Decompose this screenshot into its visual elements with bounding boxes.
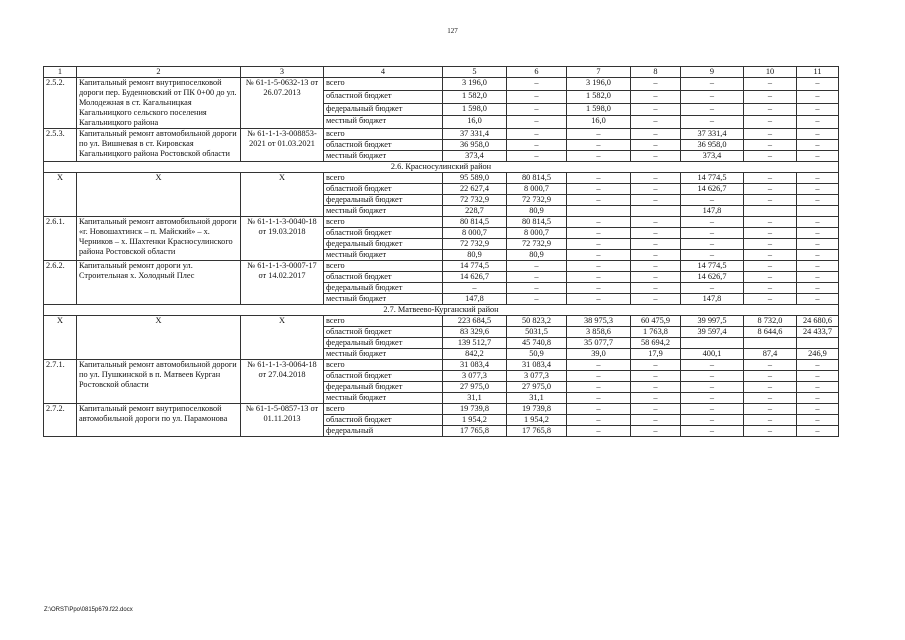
amount-cell: – — [567, 415, 631, 426]
amount-cell: 72 732,9 — [443, 195, 507, 206]
amount-cell: 3 858,6 — [567, 327, 631, 338]
budget-label: федеральный бюджет — [324, 103, 443, 116]
amount-cell: – — [797, 360, 839, 371]
amount-cell: 14 626,7 — [443, 272, 507, 283]
amount-cell: – — [507, 151, 567, 162]
amount-cell: 1 598,0 — [567, 103, 631, 116]
budget-label: местный бюджет — [324, 393, 443, 404]
budget-label: областной бюджет — [324, 327, 443, 338]
amount-cell: – — [631, 393, 681, 404]
budget-table — [43, 66, 839, 437]
amount-cell: 45 740,8 — [507, 338, 567, 349]
amount-cell: 35 077,7 — [567, 338, 631, 349]
amount-cell: 83 329,6 — [443, 327, 507, 338]
amount-cell: – — [797, 261, 839, 272]
amount-cell: – — [797, 129, 839, 140]
amount-cell: – — [744, 415, 797, 426]
amount-cell: 80 814,5 — [507, 217, 567, 228]
amount-cell: – — [681, 404, 744, 415]
amount-cell: 80 814,5 — [443, 217, 507, 228]
amount-cell: 8 000,7 — [507, 228, 567, 239]
item-name: Х — [77, 173, 241, 217]
amount-cell: – — [681, 382, 744, 393]
amount-cell: 1 763,8 — [631, 327, 681, 338]
amount-cell: – — [681, 393, 744, 404]
amount-cell: – — [681, 217, 744, 228]
amount-cell: – — [567, 195, 631, 206]
amount-cell: – — [507, 140, 567, 151]
amount-cell: 373,4 — [681, 151, 744, 162]
budget-label: местный бюджет — [324, 151, 443, 162]
amount-cell: 1 582,0 — [567, 90, 631, 103]
amount-cell: – — [567, 272, 631, 283]
amount-cell: – — [797, 103, 839, 116]
amount-cell: 1 954,2 — [507, 415, 567, 426]
amount-cell: – — [507, 294, 567, 305]
amount-cell: – — [744, 90, 797, 103]
amount-cell: 37 331,4 — [443, 129, 507, 140]
amount-cell: 39,0 — [567, 349, 631, 360]
item-document: № 61-1-1-3-0007-17 от 14.02.2017 — [241, 261, 324, 305]
amount-cell: – — [567, 173, 631, 184]
item-name: Капитальный ремонт внутрипоселковой дороги пер. Буденновский от ПК 0+00 до ул. Молодежная в ст. Кагальницкая Кагальницкого сельского поселения Кагальницкого района — [77, 78, 241, 129]
item-name: Капитальный ремонт автомобильной дороги «г. Новошахтинск – п. Майский» – х. Черников – х. Шахтенки Красносулинского района Ростовской области — [77, 217, 241, 261]
amount-cell: 27 975,0 — [507, 382, 567, 393]
amount-cell: – — [567, 217, 631, 228]
amount-cell: – — [797, 404, 839, 415]
amount-cell: 17 765,8 — [443, 426, 507, 437]
amount-cell: – — [681, 78, 744, 91]
table-row — [44, 360, 839, 371]
amount-cell: – — [797, 78, 839, 91]
amount-cell: 24 680,6 — [797, 316, 839, 327]
amount-cell: 139 512,7 — [443, 338, 507, 349]
column-header: 7 — [567, 67, 631, 78]
amount-cell: – — [631, 283, 681, 294]
budget-label: всего — [324, 360, 443, 371]
amount-cell: 842,2 — [443, 349, 507, 360]
amount-cell: – — [567, 151, 631, 162]
amount-cell: – — [744, 393, 797, 404]
amount-cell: 58 694,2 — [631, 338, 681, 349]
item-number: 2.7.1. — [44, 360, 77, 404]
amount-cell: – — [744, 116, 797, 129]
column-header: 4 — [324, 67, 443, 78]
amount-cell: – — [631, 78, 681, 91]
amount-cell: – — [797, 228, 839, 239]
amount-cell: 72 732,9 — [507, 195, 567, 206]
item-document: № 61-1-1-3-0040-18 от 19.03.2018 — [241, 217, 324, 261]
amount-cell: 373,4 — [443, 151, 507, 162]
amount-cell: – — [507, 116, 567, 129]
item-document: № 61-1-1-3-008853-2021 от 01.03.2021 — [241, 129, 324, 162]
column-header: 3 — [241, 67, 324, 78]
budget-label: всего — [324, 261, 443, 272]
budget-label: областной бюджет — [324, 90, 443, 103]
amount-cell: 223 684,5 — [443, 316, 507, 327]
amount-cell: 3 196,0 — [443, 78, 507, 91]
amount-cell: – — [744, 261, 797, 272]
amount-cell: – — [631, 116, 681, 129]
item-document: Х — [241, 173, 324, 217]
amount-cell: – — [631, 129, 681, 140]
amount-cell: 80,9 — [507, 250, 567, 261]
amount-cell: – — [631, 426, 681, 437]
amount-cell: – — [567, 426, 631, 437]
amount-cell: – — [631, 239, 681, 250]
amount-cell: – — [567, 294, 631, 305]
budget-label: местный бюджет — [324, 250, 443, 261]
amount-cell: – — [631, 151, 681, 162]
amount-cell: 37 331,4 — [681, 129, 744, 140]
amount-cell: – — [567, 250, 631, 261]
section-title: 2.7. Матвеево-Курганский район — [44, 305, 839, 316]
budget-label: областной бюджет — [324, 228, 443, 239]
budget-label: местный бюджет — [324, 206, 443, 217]
amount-cell: – — [507, 261, 567, 272]
amount-cell — [744, 206, 797, 217]
amount-cell — [744, 338, 797, 349]
amount-cell: – — [567, 371, 631, 382]
amount-cell: 19 739,8 — [443, 404, 507, 415]
amount-cell: 22 627,4 — [443, 184, 507, 195]
amount-cell: – — [631, 140, 681, 151]
amount-cell: – — [631, 228, 681, 239]
budget-label: местный бюджет — [324, 349, 443, 360]
amount-cell: – — [631, 404, 681, 415]
amount-cell: – — [797, 294, 839, 305]
section-row — [44, 162, 839, 173]
amount-cell: – — [797, 173, 839, 184]
amount-cell — [631, 206, 681, 217]
item-document: Х — [241, 316, 324, 360]
amount-cell: 147,8 — [681, 294, 744, 305]
amount-cell: – — [797, 250, 839, 261]
budget-label: всего — [324, 316, 443, 327]
amount-cell: 14 626,7 — [681, 272, 744, 283]
amount-cell: 246,9 — [797, 349, 839, 360]
budget-label: всего — [324, 78, 443, 91]
item-number: 2.5.3. — [44, 129, 77, 162]
column-header: 2 — [77, 67, 241, 78]
item-number: Х — [44, 173, 77, 217]
budget-label: областной бюджет — [324, 272, 443, 283]
amount-cell: 80,9 — [443, 250, 507, 261]
amount-cell: 147,8 — [443, 294, 507, 305]
amount-cell: – — [797, 272, 839, 283]
amount-cell: – — [631, 173, 681, 184]
budget-label: областной бюджет — [324, 140, 443, 151]
amount-cell — [797, 206, 839, 217]
amount-cell: – — [744, 382, 797, 393]
amount-cell: 8 000,7 — [443, 228, 507, 239]
amount-cell: – — [631, 90, 681, 103]
amount-cell: – — [797, 283, 839, 294]
budget-label: всего — [324, 129, 443, 140]
amount-cell: – — [744, 426, 797, 437]
amount-cell: 1 598,0 — [443, 103, 507, 116]
amount-cell: – — [797, 184, 839, 195]
amount-cell: – — [631, 272, 681, 283]
amount-cell: – — [567, 140, 631, 151]
budget-label: местный бюджет — [324, 116, 443, 129]
amount-cell: – — [507, 283, 567, 294]
amount-cell: – — [507, 272, 567, 283]
file-path-footer: Z:\ORST\Ppo\0815p679.f22.docx — [44, 607, 133, 613]
amount-cell: – — [681, 250, 744, 261]
amount-cell: 17,9 — [631, 349, 681, 360]
item-document: № 61-1-5-0857-13 от 01.11.2013 — [241, 404, 324, 437]
amount-cell: – — [631, 294, 681, 305]
amount-cell: – — [681, 116, 744, 129]
amount-cell: – — [567, 239, 631, 250]
column-header: 10 — [744, 67, 797, 78]
item-number: 2.5.2. — [44, 78, 77, 129]
amount-cell: – — [744, 272, 797, 283]
column-header: 11 — [797, 67, 839, 78]
amount-cell: – — [507, 90, 567, 103]
amount-cell: – — [744, 294, 797, 305]
amount-cell: – — [744, 184, 797, 195]
amount-cell: – — [567, 228, 631, 239]
amount-cell: – — [567, 382, 631, 393]
amount-cell: – — [744, 151, 797, 162]
table-header-row — [44, 67, 839, 78]
item-document: № 61-1-1-3-0064-18 от 27.04.2018 — [241, 360, 324, 404]
amount-cell: – — [631, 382, 681, 393]
amount-cell: 1 582,0 — [443, 90, 507, 103]
amount-cell: – — [744, 404, 797, 415]
amount-cell — [681, 338, 744, 349]
amount-cell: 87,4 — [744, 349, 797, 360]
budget-label: федеральный бюджет — [324, 239, 443, 250]
amount-cell: 31,1 — [443, 393, 507, 404]
amount-cell: – — [507, 103, 567, 116]
amount-cell: 24 433,7 — [797, 327, 839, 338]
budget-label: федеральный — [324, 426, 443, 437]
amount-cell: – — [631, 217, 681, 228]
amount-cell: 60 475,9 — [631, 316, 681, 327]
item-number: 2.6.2. — [44, 261, 77, 305]
amount-cell: 19 739,8 — [507, 404, 567, 415]
amount-cell: 95 589,0 — [443, 173, 507, 184]
item-name: Капитальный ремонт дороги ул. Строительная х. Холодный Плес — [77, 261, 241, 305]
budget-label: федеральный бюджет — [324, 283, 443, 294]
amount-cell: – — [631, 184, 681, 195]
amount-cell: – — [797, 239, 839, 250]
amount-cell: – — [631, 261, 681, 272]
amount-cell: 80 814,5 — [507, 173, 567, 184]
amount-cell: – — [681, 360, 744, 371]
amount-cell: 31 083,4 — [507, 360, 567, 371]
amount-cell: 36 958,0 — [681, 140, 744, 151]
amount-cell: 8 000,7 — [507, 184, 567, 195]
budget-label: областной бюджет — [324, 415, 443, 426]
amount-cell: – — [631, 103, 681, 116]
amount-cell: 16,0 — [443, 116, 507, 129]
amount-cell: 72 732,9 — [507, 239, 567, 250]
item-number: 2.6.1. — [44, 217, 77, 261]
item-name: Капитальный ремонт внутрипоселковой автомобильной дороги по ул. Парамонова — [77, 404, 241, 437]
table-row — [44, 404, 839, 415]
amount-cell: – — [744, 195, 797, 206]
amount-cell: – — [443, 283, 507, 294]
amount-cell: – — [744, 129, 797, 140]
item-name: Х — [77, 316, 241, 360]
column-header: 8 — [631, 67, 681, 78]
amount-cell — [567, 206, 631, 217]
amount-cell: – — [681, 103, 744, 116]
amount-cell: 1 954,2 — [443, 415, 507, 426]
table-row — [44, 217, 839, 228]
amount-cell: 14 774,5 — [443, 261, 507, 272]
amount-cell: – — [744, 371, 797, 382]
table-row — [44, 78, 839, 91]
section-row — [44, 305, 839, 316]
budget-label: областной бюджет — [324, 184, 443, 195]
amount-cell: 80,9 — [507, 206, 567, 217]
amount-cell: 3 077,3 — [443, 371, 507, 382]
page-number: 127 — [447, 27, 458, 35]
item-name: Капитальный ремонт автомобильной дороги по ул. Пушкинской в п. Матвеев Курган Ростовской области — [77, 360, 241, 404]
amount-cell: – — [797, 195, 839, 206]
amount-cell: – — [681, 195, 744, 206]
amount-cell: – — [744, 250, 797, 261]
amount-cell: 38 975,3 — [567, 316, 631, 327]
budget-label: всего — [324, 217, 443, 228]
amount-cell: – — [631, 250, 681, 261]
amount-cell: – — [567, 404, 631, 415]
amount-cell: – — [681, 371, 744, 382]
amount-cell: – — [797, 116, 839, 129]
amount-cell: – — [744, 239, 797, 250]
amount-cell: – — [567, 393, 631, 404]
amount-cell: – — [744, 103, 797, 116]
budget-label: всего — [324, 173, 443, 184]
section-title: 2.6. Красносулинский район — [44, 162, 839, 173]
amount-cell: – — [797, 382, 839, 393]
item-document: № 61-1-5-0632-13 от 26.07.2013 — [241, 78, 324, 129]
amount-cell: 31,1 — [507, 393, 567, 404]
amount-cell: – — [744, 78, 797, 91]
amount-cell: – — [744, 283, 797, 294]
amount-cell: – — [631, 360, 681, 371]
amount-cell: 228,7 — [443, 206, 507, 217]
amount-cell: – — [681, 426, 744, 437]
amount-cell: 39 597,4 — [681, 327, 744, 338]
column-header: 1 — [44, 67, 77, 78]
amount-cell: – — [744, 217, 797, 228]
amount-cell: – — [797, 393, 839, 404]
amount-cell: 50,9 — [507, 349, 567, 360]
amount-cell: – — [507, 129, 567, 140]
amount-cell: – — [631, 415, 681, 426]
item-number: 2.7.2. — [44, 404, 77, 437]
budget-label: областной бюджет — [324, 371, 443, 382]
amount-cell: 39 997,5 — [681, 316, 744, 327]
column-header: 6 — [507, 67, 567, 78]
amount-cell: 147,8 — [681, 206, 744, 217]
amount-cell: – — [744, 173, 797, 184]
table-row — [44, 316, 839, 327]
amount-cell: 14 774,5 — [681, 261, 744, 272]
amount-cell: – — [797, 426, 839, 437]
amount-cell: 50 823,2 — [507, 316, 567, 327]
amount-cell: – — [681, 90, 744, 103]
amount-cell: 17 765,8 — [507, 426, 567, 437]
amount-cell: – — [797, 371, 839, 382]
budget-label: федеральный бюджет — [324, 195, 443, 206]
amount-cell: 3 077,3 — [507, 371, 567, 382]
amount-cell: – — [681, 415, 744, 426]
amount-cell: – — [797, 90, 839, 103]
amount-cell: 8 644,6 — [744, 327, 797, 338]
budget-label: местный бюджет — [324, 294, 443, 305]
amount-cell: – — [797, 217, 839, 228]
amount-cell: – — [681, 283, 744, 294]
amount-cell: – — [567, 129, 631, 140]
amount-cell: – — [744, 360, 797, 371]
amount-cell: – — [567, 184, 631, 195]
amount-cell: – — [797, 140, 839, 151]
amount-cell: 400,1 — [681, 349, 744, 360]
amount-cell: – — [681, 239, 744, 250]
amount-cell: – — [744, 140, 797, 151]
table-row — [44, 173, 839, 184]
amount-cell: 31 083,4 — [443, 360, 507, 371]
amount-cell: 3 196,0 — [567, 78, 631, 91]
amount-cell: 8 732,0 — [744, 316, 797, 327]
amount-cell: 5031,5 — [507, 327, 567, 338]
budget-label: федеральный бюджет — [324, 382, 443, 393]
amount-cell: – — [797, 151, 839, 162]
amount-cell: – — [631, 195, 681, 206]
amount-cell: 72 732,9 — [443, 239, 507, 250]
amount-cell: 16,0 — [567, 116, 631, 129]
column-header: 9 — [681, 67, 744, 78]
amount-cell: – — [567, 283, 631, 294]
budget-label: федеральный бюджет — [324, 338, 443, 349]
amount-cell: 27 975,0 — [443, 382, 507, 393]
amount-cell: – — [567, 261, 631, 272]
amount-cell: – — [631, 371, 681, 382]
amount-cell: – — [744, 228, 797, 239]
budget-label: всего — [324, 404, 443, 415]
table-row — [44, 261, 839, 272]
amount-cell: – — [681, 228, 744, 239]
amount-cell — [797, 338, 839, 349]
amount-cell: – — [567, 360, 631, 371]
amount-cell: 36 958,0 — [443, 140, 507, 151]
column-header: 5 — [443, 67, 507, 78]
item-name: Капитальный ремонт автомобильной дороги по ул. Вишневая в ст. Кировская Кагальницкого района Ростовской области — [77, 129, 241, 162]
table-row — [44, 129, 839, 140]
amount-cell: 14 774,5 — [681, 173, 744, 184]
item-number: Х — [44, 316, 77, 360]
amount-cell: – — [507, 78, 567, 91]
amount-cell: – — [797, 415, 839, 426]
amount-cell: 14 626,7 — [681, 184, 744, 195]
